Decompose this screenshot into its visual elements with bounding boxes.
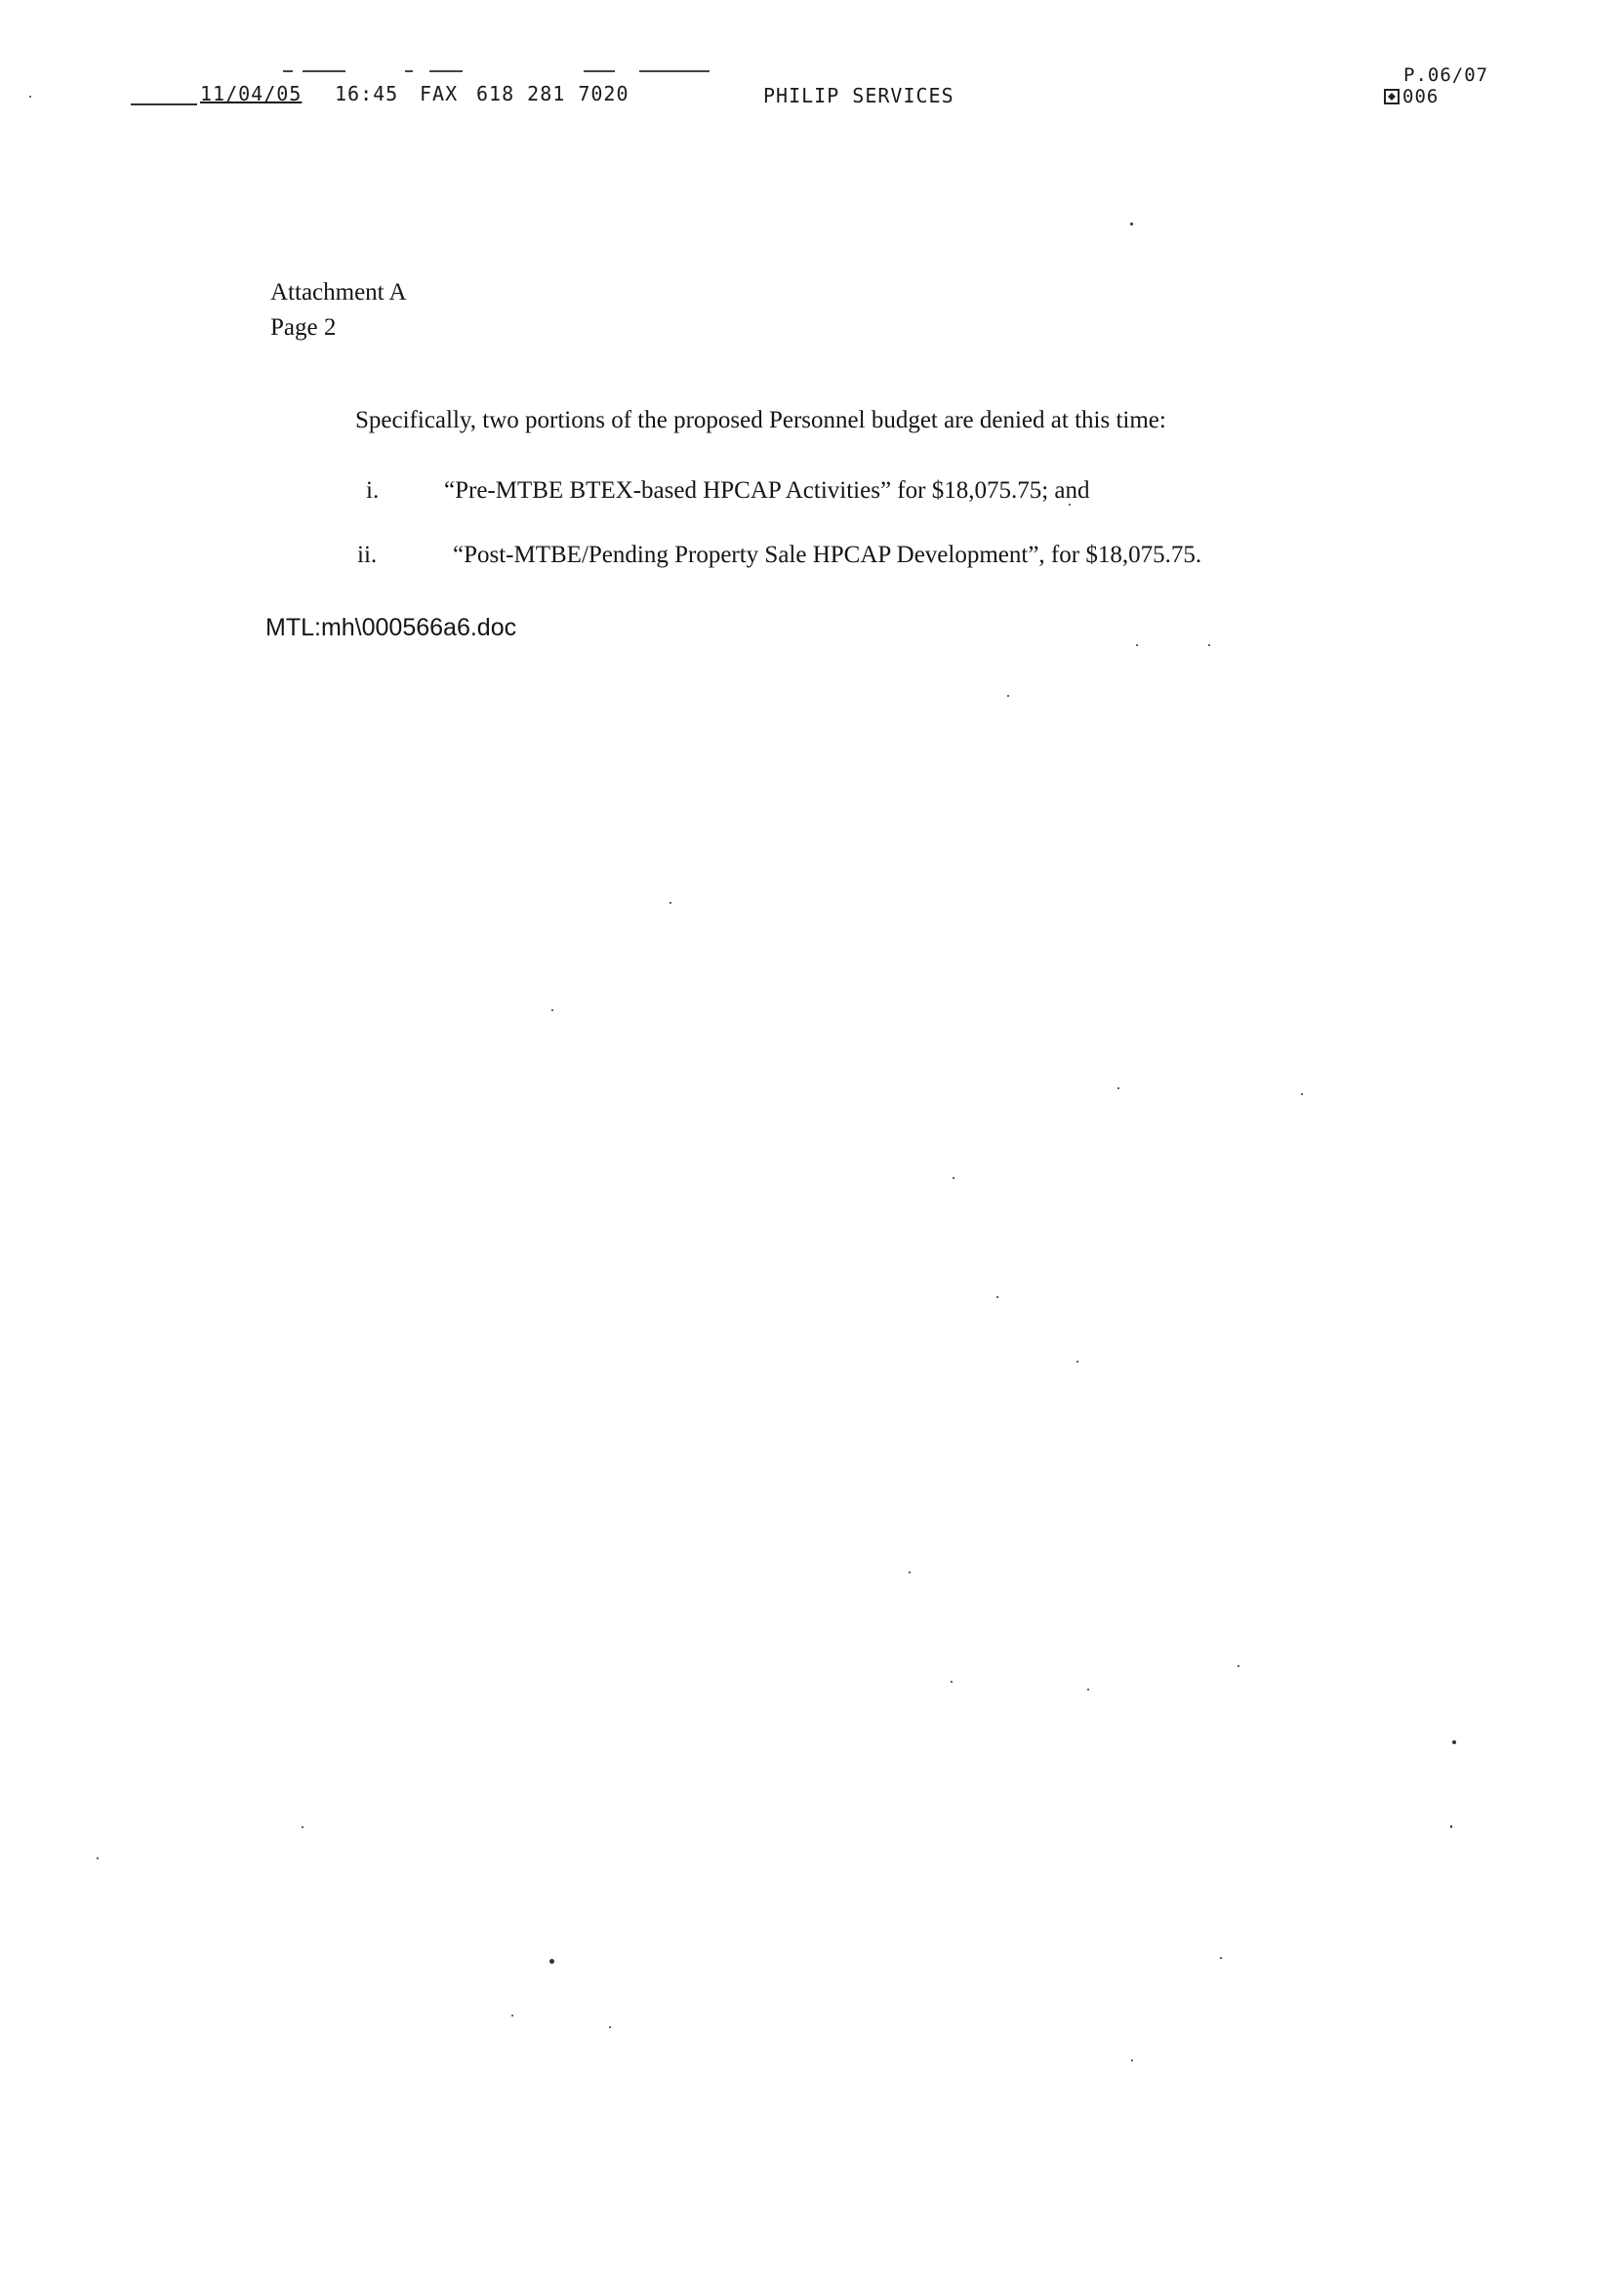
scan-speck [511,2015,513,2017]
fax-header [0,64,1624,111]
file-reference: MTL:mh\000566a6.doc [265,614,517,641]
fax-sequence-number: 006 [1402,86,1440,107]
fax-dash [303,70,345,72]
scan-speck [1076,1361,1078,1363]
scan-speck [1220,1957,1222,1959]
scan-speck [1117,1087,1119,1089]
fax-company-name: PHILIP SERVICES [763,84,954,107]
fax-page-count: P.06/07 [1403,64,1489,86]
scan-speck [1130,223,1133,225]
scan-speck [951,1681,953,1683]
scan-speck [953,1177,954,1179]
fax-date: 11/04/05 [200,82,303,105]
scan-speck [1007,695,1009,697]
scan-speck [996,1296,998,1298]
page-label: Page 2 [270,314,337,341]
scan-speck [1208,644,1210,646]
scan-speck [302,1826,304,1828]
scan-speck [551,1009,553,1011]
fax-dash [429,70,463,72]
list-item-text: “Pre-MTBE BTEX-based HPCAP Activities” for $18,075.75; and [444,477,1090,504]
scan-speck [1452,1740,1456,1744]
list-item-text: “Post-MTBE/Pending Property Sale HPCAP Development”, for $18,075.75. [453,542,1202,568]
scan-speck [909,1571,911,1573]
scan-speck [97,1857,99,1859]
scan-speck [1069,504,1071,506]
scan-speck [1136,644,1138,646]
fax-number: 618 281 7020 [476,82,629,105]
fax-page-icon [1384,89,1400,104]
scan-speck [1087,1689,1089,1691]
fax-dash [283,70,293,72]
fax-dash [584,70,615,72]
fax-dash [639,70,710,72]
fax-dash [405,70,413,72]
attachment-title: Attachment A [270,279,407,306]
fax-label: FAX [420,82,459,105]
scan-speck [1450,1825,1452,1828]
scan-speck [609,2026,611,2028]
scan-speck [29,96,31,98]
scan-speck [549,1959,554,1964]
fax-sequence [1384,86,1439,107]
scan-speck [1301,1093,1303,1095]
scan-speck [1238,1665,1239,1667]
list-item-marker: ii. [357,542,378,568]
list-item-marker: i. [366,477,380,504]
scan-speck [670,902,671,904]
intro-paragraph: Specifically, two portions of the proposed Personnel budget are denied at this time: [355,407,1166,433]
fax-header-rule [131,103,197,105]
fax-time: 16:45 [335,82,399,105]
scan-speck [1131,2059,1133,2061]
